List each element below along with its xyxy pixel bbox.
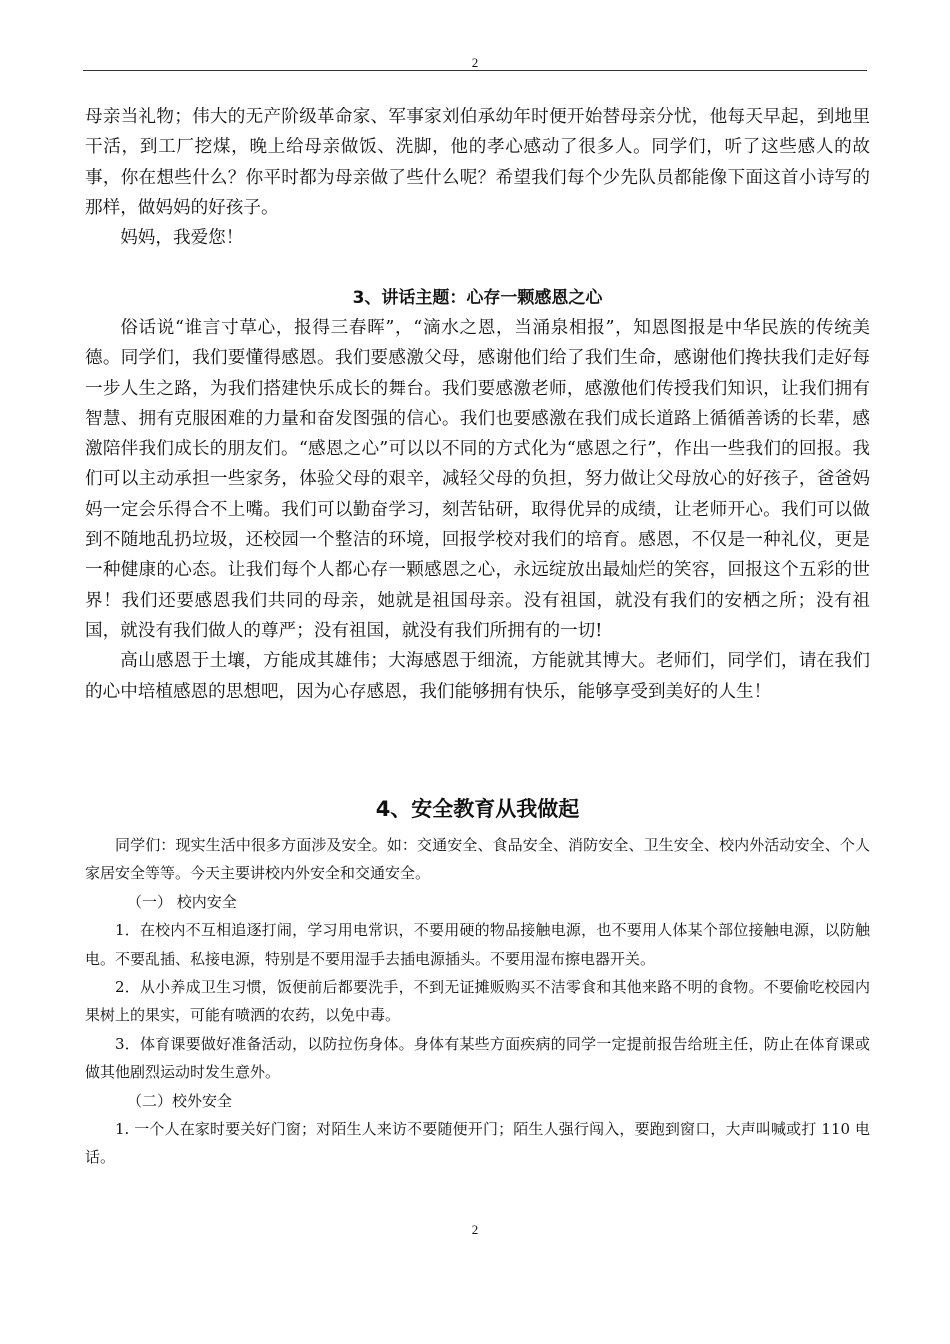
section4-intro: 同学们：现实生活中很多方面涉及安全。如：交通安全、食品安全、消防安全、卫生安全、校内外活动安全、个人家居安全等等。今天主要讲校内外安全和交通安全。 xyxy=(85,836,870,883)
document-body xyxy=(85,102,870,253)
section2-paragraph: 母亲当礼物；伟大的无产阶级革命家、军事家刘伯承幼年时便开始替母亲分忧，他每天早起，到地里干活，到工厂挖煤，晚上给母亲做饭、洗脚，他的孝心感动了很多人。同学们，听了这些感人的故事，你在想些什么？你平时都为母亲做了些什么呢？希望我们每个少先队员都能像下面这首小诗写的那样，做妈妈的好孩子。 xyxy=(85,107,870,218)
section4-item3: 3．体育课要做好准备活动，以防拉伤身体。身体有某些方面疾病的同学一定提前报告给班主任，防止在体育课或做其他剧烈运动时发生意外。 xyxy=(85,1034,870,1082)
section4-sub2: （二）校外安全 xyxy=(127,1091,233,1110)
section4-item2: 2．从小养成卫生习惯，饭便前后都要洗手，不到无证摊贩购买不洁零食和其他来路不明的食物。不要偷吃校园内果树上的果实，可能有喷洒的农药，以免中毒。 xyxy=(85,978,870,1025)
section4-item1: 1．在校内不互相追逐打闹，学习用电常识，不要用硬的物品接触电源，也不要用人体某个部位接触电源，以防触电。不要乱插、私接电源，特别是不要用湿手去插电源插头。不要用湿布擦电器开关。 xyxy=(85,921,870,968)
section3-paragraph2: 高山感恩于土壤，方能成其雄伟；大海感恩于细流，方能就其博大。老师们，同学们，请在我们的心中培植感恩的思想吧，因为心存感恩，我们能够拥有快乐，能够享受到美好的人生！ xyxy=(85,651,870,702)
section3-paragraph1: 俗话说“谁言寸草心，报得三春晖”，“滴水之恩，当涌泉相报”，知恩图报是中华民族的传统美德。同学们，我们要懂得感恩。我们要感激父母，感谢他们给了我们生命，感谢他们搀扶我们走好每一步人生之路，为我们搭建快乐成长的舞台。我们要感激老师，感激他们传授我们知识，让我们拥有智慧、拥有克服困难的力量和奋发图强的信心。我们也要感激在我们成长道路上循循善诱的长辈，感激陪伴我们成长的朋友们。“感恩之心”可以以不同的方式化为“感恩之行”，作出一些我们的回报。我们可以主动承担一些家务，体验父母的艰辛，减轻父母的负担，努力做让父母放心的好孩子，爸爸妈妈一定会乐得合不上嘴。我们可以勤奋学习，刻苦钻研，取得优异的成绩，让老师开心。我们可以做到不随地乱扔垃圾，还校园一个整洁的环境，回报学校对我们的培育。感恩，不仅是一种礼仪，更是一种健康的心态。让我们每个人都心存一颗感恩之心，永远绽放出最灿烂的笑容，回报这个五彩的世界！我们还要感恩我们共同的母亲，她就是祖国母亲。没有祖国，就没有我们的安栖之所；没有祖国，就没有我们做人的尊严；没有祖国，就没有我们所拥有的一切! xyxy=(85,318,870,641)
section4-item4: 1. 一个人在家时要关好门窗；对陌生人来访不要随便开门；陌生人强行闯入，要跑到窗口，大声叫喊或打 110 电话。 xyxy=(85,1120,870,1167)
section4-sub1: （一） 校内安全 xyxy=(127,892,237,911)
section3-title: 3、讲话主题：心存一颗感恩之心 xyxy=(352,288,603,308)
header-page-number: 2 xyxy=(471,55,479,70)
section3 xyxy=(85,283,870,707)
section4 xyxy=(85,789,870,1172)
section4-title: 4、安全教育从我做起 xyxy=(375,797,580,821)
header-rule xyxy=(83,70,867,71)
footer-page-number: 2 xyxy=(471,1222,479,1237)
section2-closing: 妈妈，我爱您！ xyxy=(120,228,244,249)
